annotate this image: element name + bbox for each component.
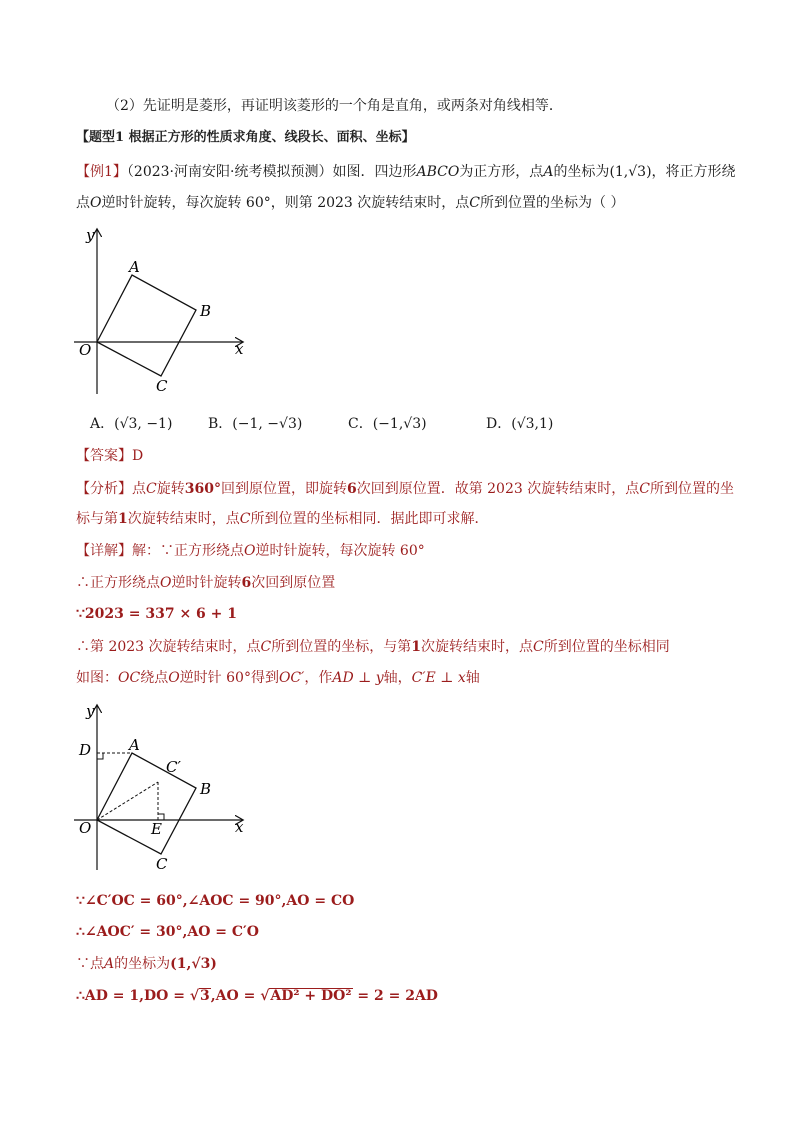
example-source: （2023·河南安阳·统考模拟预测） — [126, 164, 333, 180]
label-a-2: A — [129, 736, 140, 754]
derivation-line-1 — [76, 891, 354, 911]
options-row — [90, 414, 690, 436]
detail-l5-e: 轴， — [383, 670, 412, 686]
detail-l1-a: 解：∵正方形绕点 — [132, 543, 244, 559]
square-abco-2 — [97, 753, 196, 854]
option-a-value: (√3, −1) — [114, 416, 173, 432]
example-text-e: 点 — [76, 195, 90, 211]
analysis-text-b: 旋转 — [156, 481, 185, 497]
example-text-a: 如图．四边形 — [332, 164, 417, 180]
derivation-d3-coord: (1,√3) — [170, 956, 217, 972]
analysis-text-g: 次旋转结束时，点 — [127, 511, 240, 527]
label-x: x — [235, 340, 244, 358]
option-c-value: (−1,√3) — [372, 416, 427, 432]
detail-l1-b: 逆时针旋转，每次旋转 60° — [255, 543, 425, 559]
analysis-tag: 【分析】 — [76, 481, 132, 497]
detail-l5-o: O — [168, 670, 180, 686]
analysis-line-2 — [76, 509, 488, 529]
analysis-point-c3: C — [239, 511, 251, 527]
analysis-deg: 360° — [184, 481, 221, 497]
option-b-letter: B． — [208, 416, 233, 432]
option-d[interactable] — [486, 414, 553, 434]
option-a-letter: A． — [90, 416, 115, 432]
detail-line-2 — [76, 573, 335, 593]
square-abco — [97, 275, 196, 376]
option-d-letter: D． — [486, 416, 512, 432]
analysis-text-h: 所到位置的坐标相同．据此即可求解． — [250, 511, 489, 527]
detail-l2-b: 逆时针旋转 — [171, 575, 242, 591]
derivation-d2: ∴∠AOC′ = 30°,AO = C′O — [76, 924, 259, 940]
detail-l2-o: O — [160, 575, 172, 591]
detail-l4-c3: C — [533, 639, 544, 655]
detail-l2-c: 次回到原位置 — [251, 575, 336, 591]
detail-l5-ce: C′E ⊥ x — [411, 670, 466, 686]
answer-value: D — [132, 448, 144, 464]
label-c: C — [156, 377, 168, 395]
example-tag: 【例1】 — [76, 164, 127, 180]
detail-line-3 — [76, 604, 237, 624]
analysis-text-d: 次回到原位置．故第 2023 次旋转结束时，点 — [356, 481, 640, 497]
label-b: B — [200, 302, 212, 320]
derivation-line-2 — [76, 922, 259, 942]
intro-text: （2）先证明是菱形，再证明该菱形的一个角是直角，或两条对角线相等． — [106, 98, 563, 114]
coord-a: (1,√3) — [609, 164, 652, 180]
derivation-d4-sqrt2: AD² + DO² — [270, 988, 352, 1004]
analysis-text-f: 标与第 — [76, 511, 118, 527]
detail-l5-ad: AD ⊥ y — [332, 670, 384, 686]
derivation-d4-sqrt: 3 — [200, 988, 210, 1004]
line-oc-prime — [97, 782, 158, 820]
sqrt-sign-1: √ — [189, 988, 200, 1004]
option-c-letter: C． — [348, 416, 373, 432]
answer-tag: 【答案】 — [76, 448, 132, 464]
detail-l5-d: ，作 — [304, 670, 333, 686]
analysis-text-a: 点 — [132, 481, 146, 497]
detail-l2-a: ∴正方形绕点 — [76, 575, 160, 591]
detail-l5-b: 绕点 — [140, 670, 169, 686]
example-line-2 — [76, 193, 624, 213]
example-text-f: 逆时针旋转，每次旋转 60°，则第 2023 次旋转结束时，点 — [101, 195, 470, 211]
derivation-d3-point: A — [104, 956, 115, 972]
detail-l4-c2: 次旋转结束时，点 — [421, 639, 533, 655]
label-y: y — [86, 226, 95, 244]
derivation-d4-c: = 2 = 2AD — [352, 988, 438, 1004]
right-angle-d — [97, 753, 103, 759]
section-title-text: 【题型1 根据正方形的性质求角度、线段长、面积、坐标】 — [76, 130, 415, 145]
detail-l4-a: ∴第 2023 次旋转结束时，点 — [76, 639, 261, 655]
analysis-text-c: 回到原位置，即旋转 — [220, 481, 347, 497]
label-y-2: y — [86, 702, 95, 720]
point-c-label: C — [469, 195, 480, 211]
derivation-d3-a: ∵点 — [76, 956, 104, 972]
example-line-1 — [76, 162, 736, 182]
derivation-line-3 — [76, 954, 217, 974]
example-text-g: 所到位置的坐标为（ ） — [480, 195, 625, 211]
detail-l4-b: 所到位置的坐标，与第 — [271, 639, 412, 655]
detail-l4-c: C — [260, 639, 272, 655]
derivation-d1: ∵∠C′OC = 60°,∠AOC = 90°,AO = CO — [76, 893, 355, 909]
option-d-value: (√3,1) — [511, 416, 554, 432]
option-b[interactable] — [208, 414, 302, 434]
shape-name: ABCO — [416, 164, 460, 180]
point-a-label: A — [543, 164, 554, 180]
option-a[interactable] — [90, 414, 172, 434]
detail-l4-d: 所到位置的坐标相同 — [543, 639, 670, 655]
answer-line — [76, 446, 143, 466]
derivation-d4-b: ,AO = — [210, 988, 261, 1004]
section-title — [76, 128, 415, 148]
detail-l5-oc: OC — [118, 670, 141, 686]
figure-1 — [70, 224, 260, 400]
derivation-d3-b: 的坐标为 — [114, 956, 171, 972]
label-x-2: x — [235, 818, 244, 836]
derivation-line-4 — [76, 986, 438, 1006]
intro-line — [106, 96, 563, 116]
example-text-d: ，将正方形绕 — [651, 164, 736, 180]
label-d-2: D — [79, 741, 92, 759]
analysis-point-c2: C — [639, 481, 650, 497]
option-b-value: (−1, −√3) — [232, 416, 303, 432]
label-o: O — [79, 341, 92, 359]
detail-l2-six: 6 — [241, 575, 252, 591]
sqrt-sign-2: √ — [260, 988, 270, 1004]
option-c[interactable] — [348, 414, 427, 434]
analysis-point-c: C — [146, 481, 157, 497]
label-e-2: E — [151, 820, 162, 838]
detail-l4-one: 1 — [411, 639, 421, 655]
detail-l5-c: 逆时针 60°得到 — [179, 670, 279, 686]
detail-l5-f: 轴 — [465, 670, 480, 686]
detail-l3: ∵2023 = 337 × 6 + 1 — [76, 606, 238, 622]
figure-2 — [70, 700, 260, 876]
label-a: A — [129, 258, 140, 276]
detail-l1-o: O — [244, 543, 256, 559]
detail-line-5 — [76, 668, 480, 688]
detail-l5-oc2: OC′ — [278, 670, 305, 686]
point-o-label: O — [90, 195, 102, 211]
label-cp-2: C′ — [166, 758, 181, 776]
example-text-c: 的坐标为 — [553, 164, 610, 180]
detail-l5-a: 如图： — [76, 670, 118, 686]
detail-line-4 — [76, 637, 670, 657]
detail-line-1 — [76, 541, 425, 561]
analysis-text-e: 所到位置的坐 — [649, 481, 734, 497]
analysis-line-1 — [76, 479, 734, 499]
analysis-six: 6 — [346, 481, 357, 497]
analysis-one: 1 — [118, 511, 128, 527]
label-o-2: O — [79, 819, 92, 837]
detail-tag: 【详解】 — [76, 543, 132, 559]
example-text-b: 为正方形，点 — [459, 164, 544, 180]
label-c-2: C — [156, 855, 168, 873]
label-b-2: B — [200, 780, 212, 798]
derivation-d4-a: ∴AD = 1,DO = — [76, 988, 190, 1004]
